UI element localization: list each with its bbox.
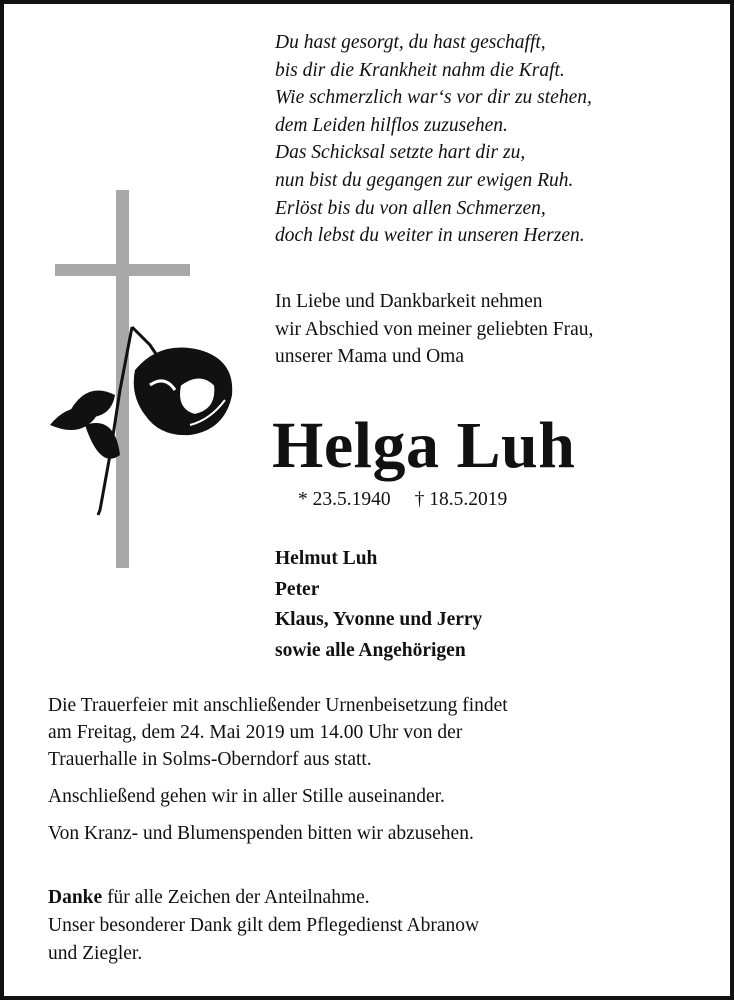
ceremony-info [48, 692, 508, 847]
cross-horizontal [55, 264, 190, 276]
poem-line: Wie schmerzlich war‘s vor dir zu stehen, [275, 87, 592, 109]
thanks-bold: Danke [48, 887, 103, 908]
ceremony-line: Die Trauerfeier mit anschließender Urnenbeisetzung findet [48, 695, 508, 716]
family-member: sowie alle Angehörigen [275, 639, 466, 661]
after-ceremony-text: Anschließend gehen wir in aller Stille auseinander. [48, 786, 445, 807]
family-member: Klaus, Yvonne und Jerry [275, 609, 483, 630]
poem-line: Erlöst bis du von allen Schmerzen, [275, 197, 546, 219]
birth-date: * 23.5.1940 [298, 489, 391, 510]
poem-line: bis dir die Krankheit nahm die Kraft. [275, 59, 565, 81]
cross-with-rose-icon [40, 185, 240, 575]
donations-text: Von Kranz- und Blumenspenden bitten wir abzusehen. [48, 823, 474, 844]
death-date: † 18.5.2019 [414, 489, 508, 510]
thanks-line: und Ziegler. [48, 943, 143, 964]
poem [275, 29, 592, 250]
intro-line: In Liebe und Dankbarkeit nehmen [275, 291, 543, 312]
thanks-line: Unser besonderer Dank gilt dem Pflegedienst Abranow [48, 915, 480, 936]
poem-line: Du hast gesorgt, du hast geschafft, [275, 32, 546, 53]
poem-line: doch lebst du weiter in unseren Herzen. [275, 225, 585, 247]
intro-line: wir Abschied von meiner geliebten Frau, [275, 318, 594, 340]
family-member: Peter [275, 578, 320, 600]
ceremony-line: Trauerhalle in Solms-Oberndorf aus statt. [48, 749, 372, 770]
family-member: Helmut Luh [275, 548, 378, 569]
poem-line: nun bist du gegangen zur ewigen Ruh. [275, 169, 574, 191]
family-list [275, 544, 482, 666]
rose-icon [50, 327, 232, 515]
ceremony-line: am Freitag, dem 24. Mai 2019 um 14.00 Uhr von der [48, 722, 463, 743]
poem-line: dem Leiden hilflos zuzusehen. [275, 114, 508, 136]
thanks-rest: für alle Zeichen der Anteilnahme. [102, 887, 370, 908]
intro-line: unserer Mama und Oma [275, 346, 464, 368]
deceased-name: Helga Luh [272, 409, 576, 482]
thanks-text [48, 884, 479, 968]
intro-text [275, 288, 593, 371]
poem-line: Das Schicksal setzte hart dir zu, [275, 142, 526, 164]
thanks-line [48, 884, 479, 912]
life-dates [298, 486, 531, 514]
